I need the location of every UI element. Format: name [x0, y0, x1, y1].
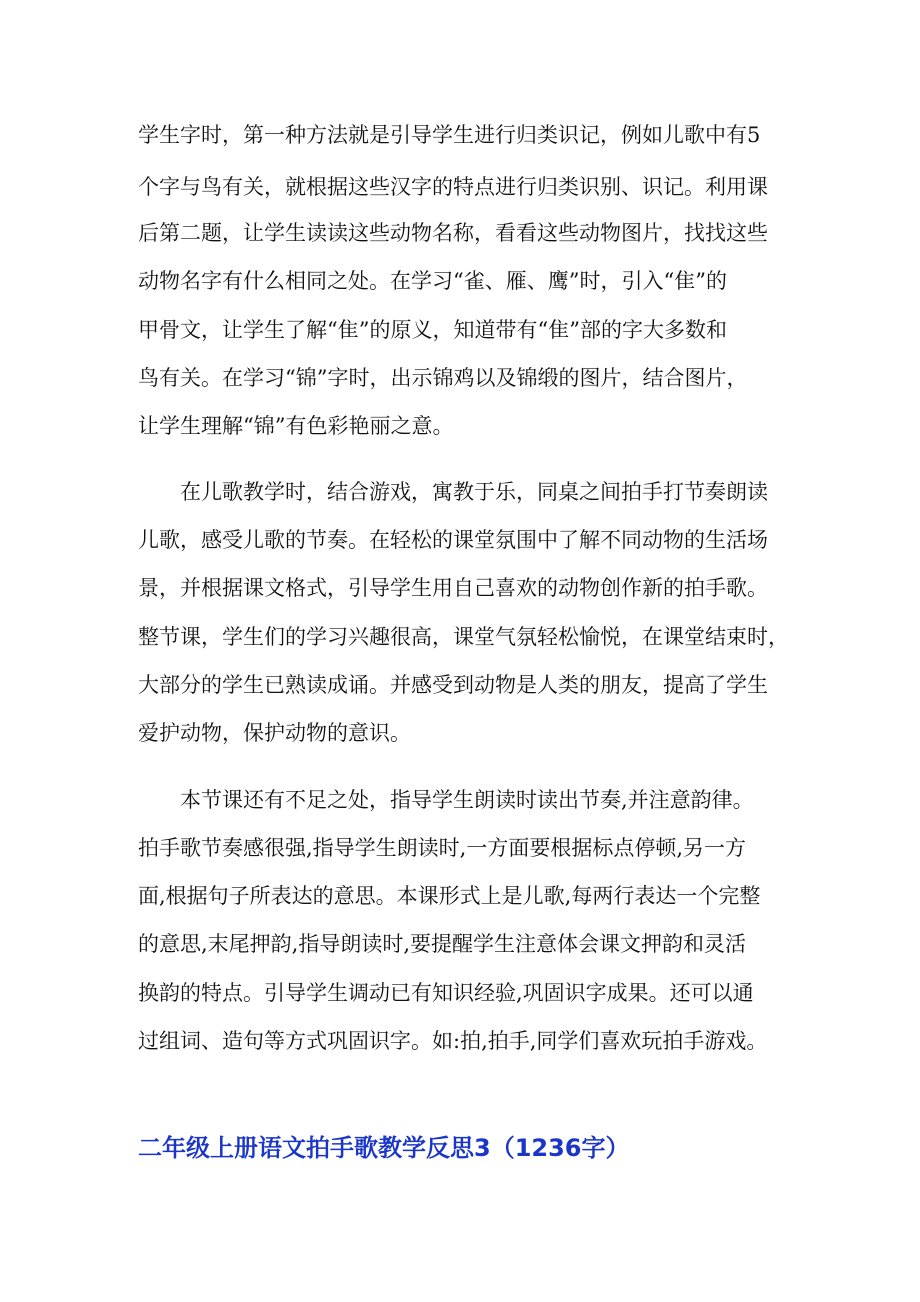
paragraph-line: 面,根据句子所表达的意思。本课形式上是儿歌,每两行表达一个完整 [138, 884, 761, 908]
paragraph-line: 鸟有关。在学习“锦”字时，出示锦鸡以及锦缎的图片，结合图片， [138, 366, 748, 390]
paragraph-line: 学生字时，第一种方法就是引导学生进行归类识记，例如儿歌中有5 [138, 123, 761, 147]
paragraph-line: 大部分的学生已熟读成诵。并感受到动物是人类的朋友，提高了学生 [138, 673, 768, 697]
paragraph-line: 本节课还有不足之处，指导学生朗读时读出节奏,并注意韵律。 [180, 788, 754, 812]
paragraph-line: 后第二题，让学生读读这些动物名称，看看这些动物图片，找找这些 [138, 221, 768, 245]
section-heading: 二年级上册语文拍手歌教学反思3（1236字） [138, 1134, 630, 1162]
paragraph-line: 的意思,末尾押韵,指导朗读时,要提醒学生注意体会课文押韵和灵活 [138, 932, 747, 956]
paragraph-line: 动物名字有什么相同之处。在学习“雀、雁、鹰”时，引入“隹”的 [138, 269, 727, 293]
paragraph-line: 拍手歌节奏感很强,指导学生朗读时,一方面要根据标点停顿,另一方 [138, 836, 747, 860]
paragraph-line: 整节课，学生们的学习兴趣很高，课堂气氛轻松愉悦，在课堂结束时， [138, 625, 789, 649]
paragraph-line: 爱护动物，保护动物的意识。 [138, 721, 411, 745]
paragraph-line: 换韵的特点。引导学生调动已有知识经验,巩固识字成果。还可以通 [138, 981, 754, 1005]
paragraph-line: 在儿歌教学时，结合游戏，寓教于乐，同桌之间拍手打节奏朗读 [180, 480, 768, 504]
paragraph-line: 景，并根据课文格式，引导学生用自己喜欢的动物创作新的拍手歌。 [138, 576, 768, 600]
paragraph-line: 过组词、造句等方式巩固识字。如:拍,拍手,同学们喜欢玩拍手游戏。 [138, 1029, 768, 1053]
paragraph-line: 儿歌，感受儿歌的节奏。在轻松的课堂氛围中了解不同动物的生活场 [138, 528, 768, 552]
paragraph-line: 甲骨文，让学生了解“隹”的原义，知道带有“隹”部的字大多数和 [138, 318, 727, 342]
paragraph-line: 个字与鸟有关，就根据这些汉字的特点进行归类识别、识记。利用课 [138, 175, 768, 199]
paragraph-line: 让学生理解“锦”有色彩艳丽之意。 [138, 414, 454, 438]
